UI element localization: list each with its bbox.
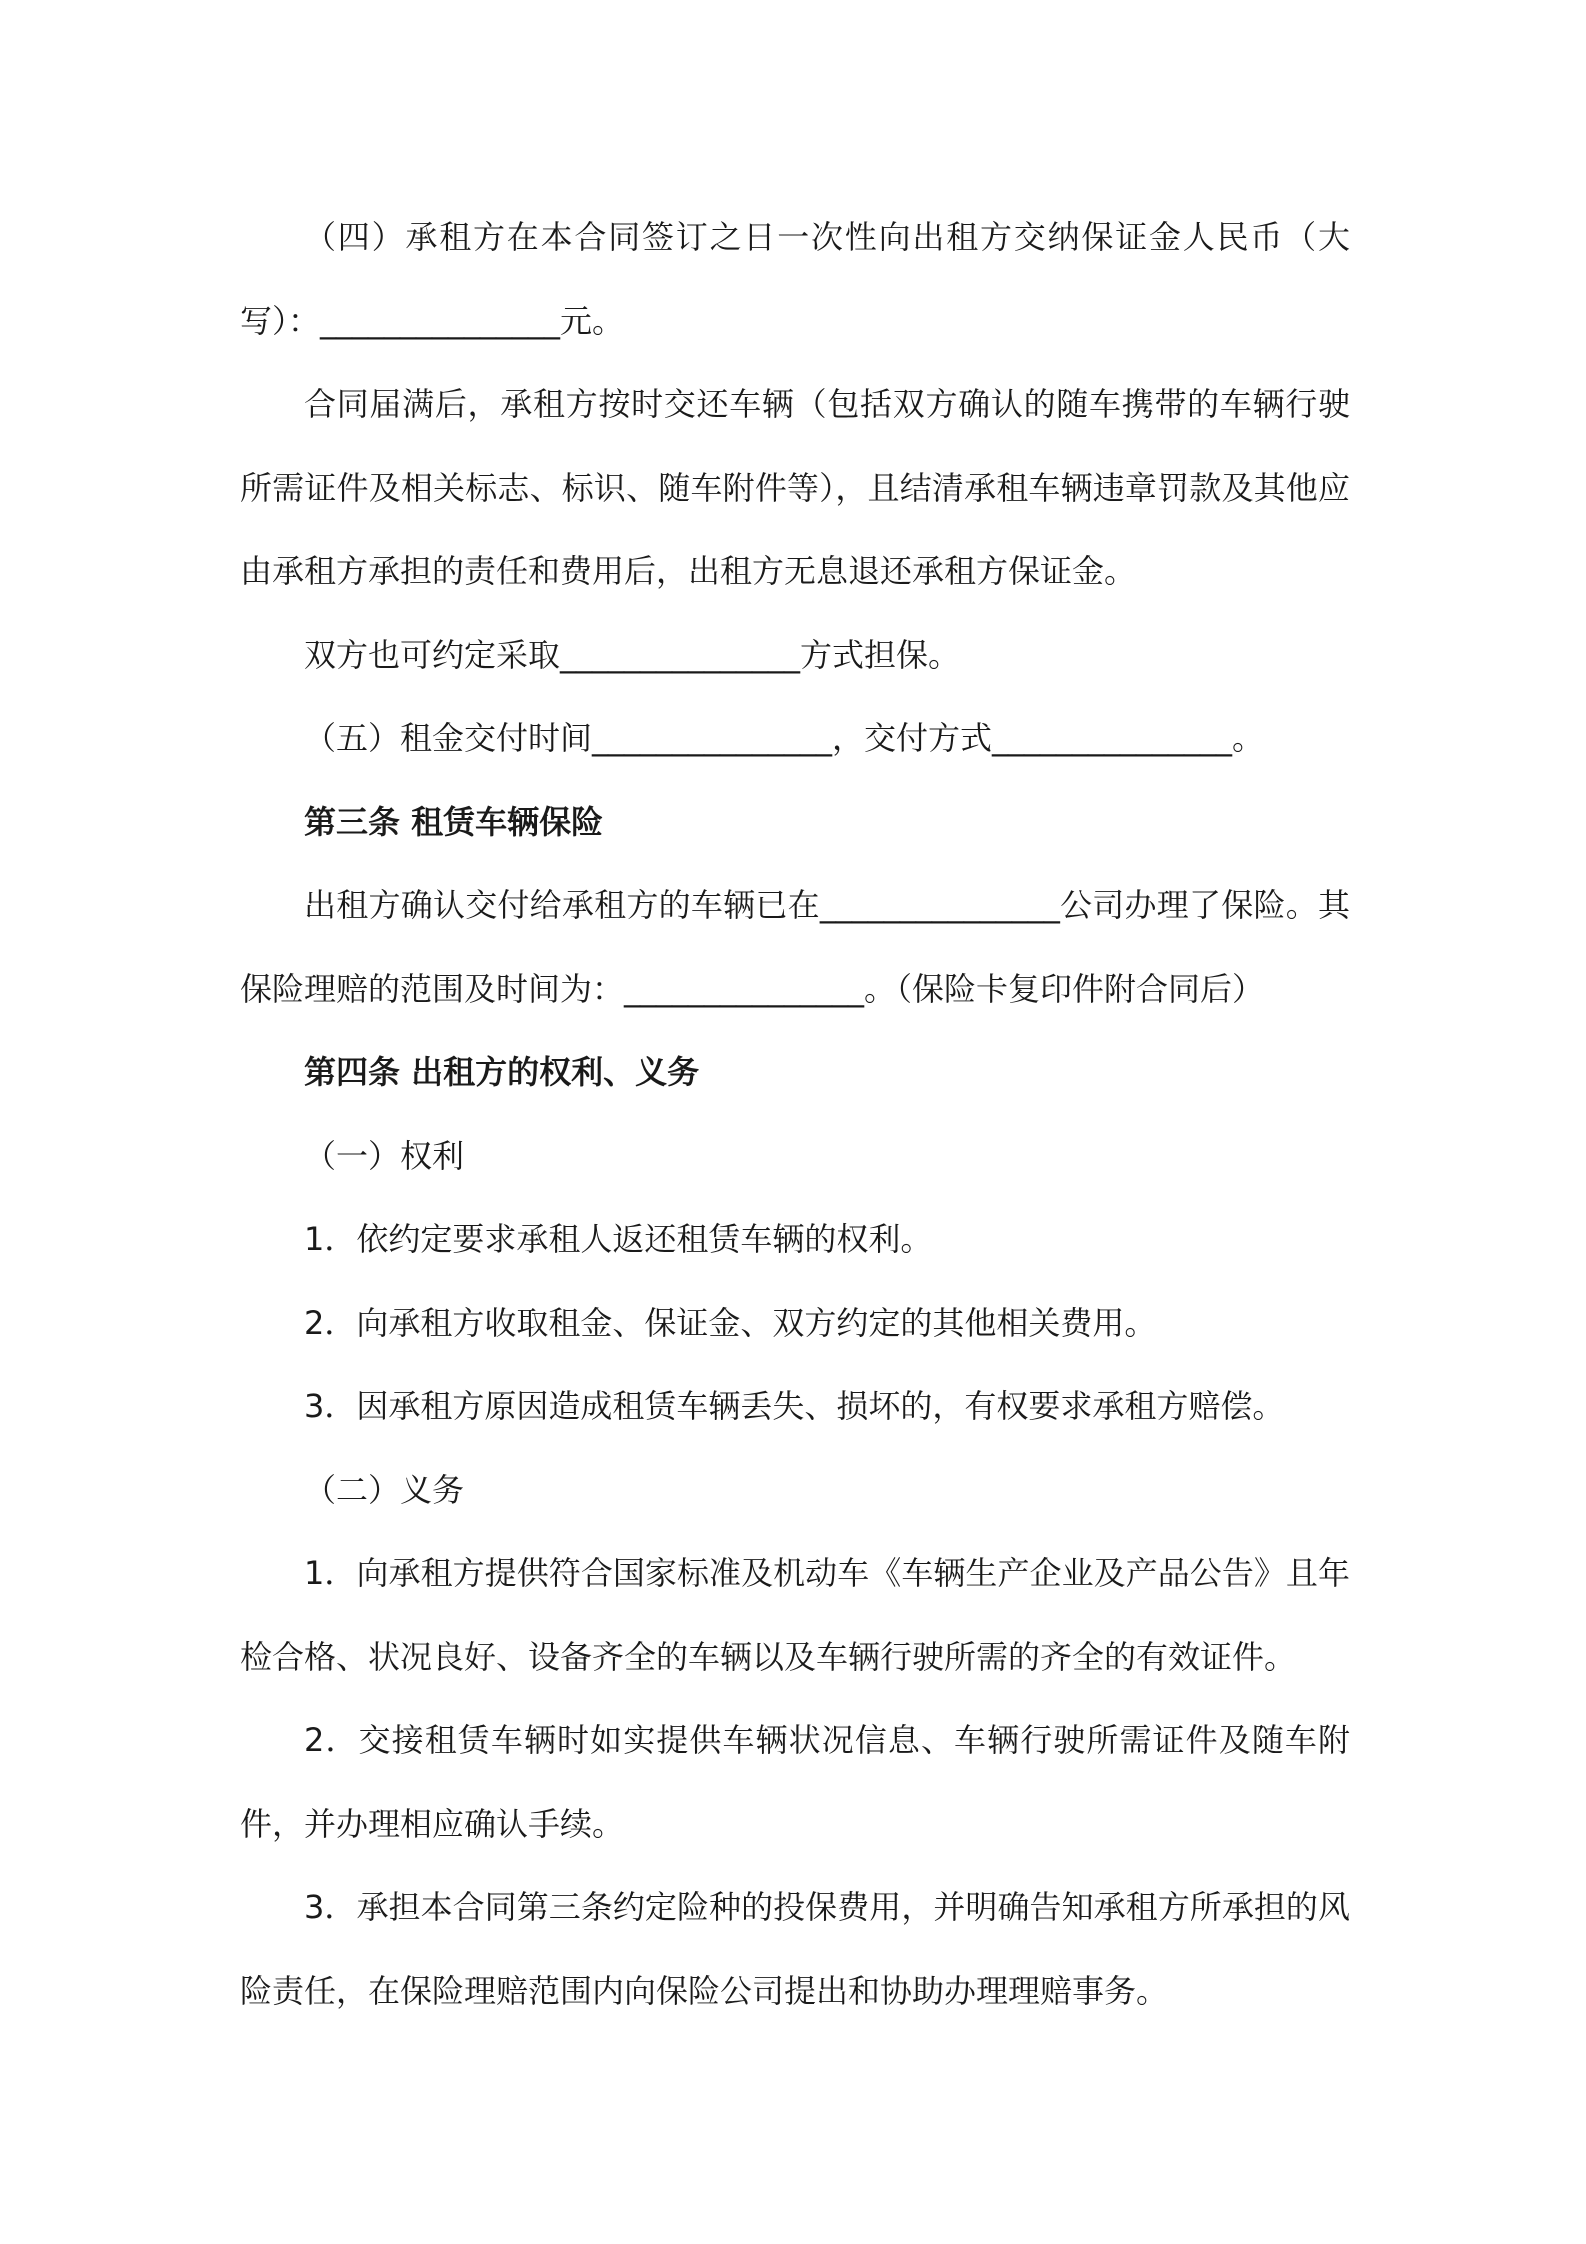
obligations-item-2: 2．交接租赁车辆时如实提供车辆状况信息、车辆行驶所需证件及随车附件，并办理相应确认手续。 [240, 1721, 1350, 1843]
paragraph-rent-payment: （五）租金交付时间_______________，交付方式_______________。 [304, 719, 1265, 757]
rights-item-2: 2．向承租方收取租金、保证金、双方约定的其他相关费用。 [304, 1303, 1157, 1342]
obligations-subheading: （二）义务 [304, 1470, 465, 1509]
obligations-item-3: 3．承担本合同第三条约定险种的投保费用，并明确告知承租方所承担的风险责任，在保险理赔范围内向保险公司提出和协助办理理赔事务。 [240, 1888, 1350, 2010]
paragraph-insurance: 出租方确认交付给承租方的车辆已在_______________公司办理了保险。其保险理赔的范围及时间为：_______________。（保险卡复印件附合同后） [240, 886, 1350, 1008]
paragraph-deposit: （四）承租方在本合同签订之日一次性向出租方交纳保证金人民币（大写）：_______________元。 [240, 218, 1350, 340]
paragraph-guarantee: 双方也可约定采取_______________方式担保。 [304, 635, 961, 674]
rights-item-1: 1．依约定要求承租人返还租赁车辆的权利。 [304, 1220, 933, 1258]
article-3-heading: 第三条 租赁车辆保险 [304, 802, 604, 841]
article-4-heading: 第四条 出租方的权利、义务 [304, 1053, 700, 1091]
document-body [240, 196, 1350, 2033]
obligations-item-1: 1．向承租方提供符合国家标准及机动车《车辆生产企业及产品公告》且年检合格、状况良好、设备齐全的车辆以及车辆行驶所需的齐全的有效证件。 [240, 1554, 1350, 1676]
rights-subheading: （一）权利 [304, 1136, 465, 1175]
paragraph-deposit-refund: 合同届满后，承租方按时交还车辆（包括双方确认的随车携带的车辆行驶所需证件及相关标志、标识、随车附件等），且结清承租车辆违章罚款及其他应由承租方承担的责任和费用后，出租方无息退还承租方保证金。 [240, 385, 1350, 590]
rights-item-3: 3．因承租方原因造成租赁车辆丢失、损坏的，有权要求承租方赔偿。 [304, 1387, 1285, 1425]
